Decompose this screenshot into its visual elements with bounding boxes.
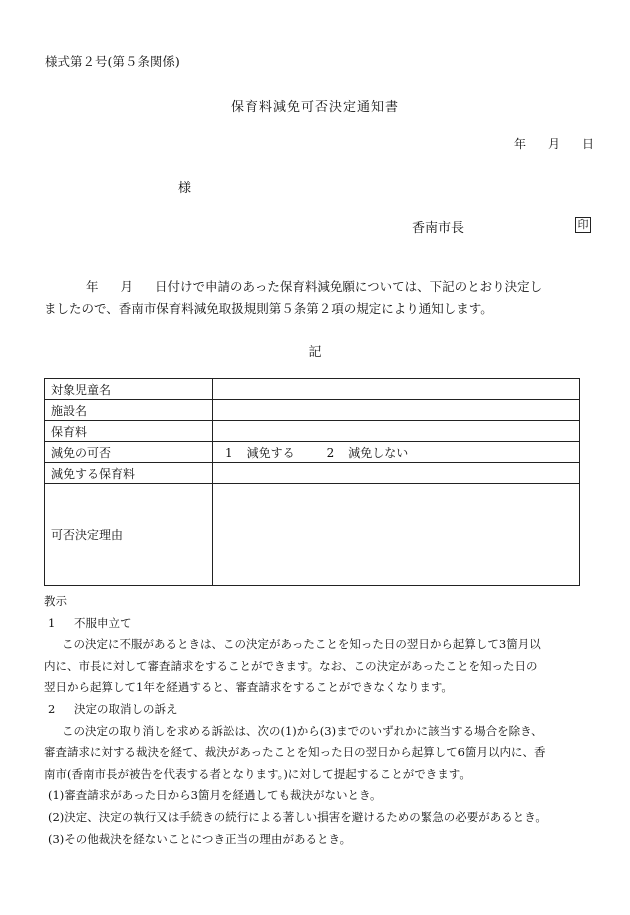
- section-1-line: 内に、市長に対して審査請求をすることができます。なお、この決定があったことを知った日の: [44, 658, 538, 673]
- section-2-heading: 2 決定の取消しの訴え: [48, 701, 178, 716]
- row-label-child-name: 対象児童名: [45, 379, 213, 400]
- instructions-heading: 教示: [44, 594, 67, 608]
- option-approve: 1 減免する: [225, 445, 295, 460]
- row-label-reduced-fee: 減免する保育料: [45, 463, 213, 484]
- notice-body: [44, 276, 589, 320]
- section-1-line: この決定に不服があるときは、この決定があったことを知った日の翌日から起算して3箇月以: [62, 637, 541, 652]
- section-2-line: 南市(香南市長が被告を代表する者となります。)に対して提起することができます。: [44, 766, 471, 781]
- section-1-heading: 1 不服申立て: [48, 615, 132, 630]
- row-label-approval: 減免の可否: [45, 442, 213, 463]
- issue-date-line: [492, 135, 594, 152]
- body-line-1: [44, 276, 589, 298]
- option-deny: 2 減免しない: [326, 445, 409, 460]
- table-row: [45, 421, 580, 442]
- row-value-approval: [213, 442, 580, 463]
- table-row: [45, 400, 580, 421]
- body-date-year: 年: [86, 279, 99, 294]
- section-2-line: この決定の取り消しを求める訴訟は、次の(1)から(3)までのいずれかに該当する場合を除き、: [62, 723, 543, 738]
- ki-heading: 記: [308, 345, 322, 360]
- instructions: [44, 591, 604, 850]
- body-line-1-text: 日付けで申請のあった保育料減免願については、下記のとおり決定し: [155, 279, 543, 294]
- seal-mark: 印: [575, 217, 591, 233]
- row-value-reason: [213, 484, 580, 586]
- addressee-suffix: 様: [178, 181, 192, 196]
- table-row: [45, 484, 580, 586]
- row-label-facility: 施設名: [45, 400, 213, 421]
- row-value-child-name: [213, 379, 580, 400]
- exception-item-2: (2)決定、決定の執行又は手続きの続行による著しい損害を避けるための緊急の必要があるとき。: [48, 809, 547, 824]
- issuer-name: 香南市長: [412, 221, 465, 236]
- body-line-2: ましたので、香南市保育料減免取扱規則第５条第２項の規定により通知します。: [44, 301, 493, 316]
- section-2-line: 審査請求に対する裁決を経て、裁決があったことを知った日の翌日から起算して6箇月以内に、香: [44, 745, 546, 760]
- table-row: [45, 463, 580, 484]
- date-year-label: 年: [514, 137, 527, 151]
- exception-item-1: (1)審査請求があった日から3箇月を経過しても裁決がないとき。: [48, 788, 382, 803]
- row-value-facility: [213, 400, 580, 421]
- detail-table: [44, 378, 580, 586]
- row-value-reduced-fee: [213, 463, 580, 484]
- form-number: 様式第２号(第５条関係): [45, 54, 180, 69]
- table-row: [45, 442, 580, 463]
- exception-item-3: (3)その他裁決を経ないことにつき正当の理由があるとき。: [48, 831, 352, 846]
- body-date-month: 月: [120, 279, 134, 294]
- section-1-line: 翌日から起算して1年を経過すると、審査請求をすることができなくなります。: [44, 680, 453, 695]
- row-label-fee: 保育料: [45, 421, 213, 442]
- row-label-reason: 可否決定理由: [45, 484, 213, 586]
- date-day-label: 日: [582, 137, 595, 151]
- row-value-fee: [213, 421, 580, 442]
- date-month-label: 月: [548, 137, 561, 151]
- table-row: [45, 379, 580, 400]
- document-title: 保育料減免可否決定通知書: [230, 100, 399, 115]
